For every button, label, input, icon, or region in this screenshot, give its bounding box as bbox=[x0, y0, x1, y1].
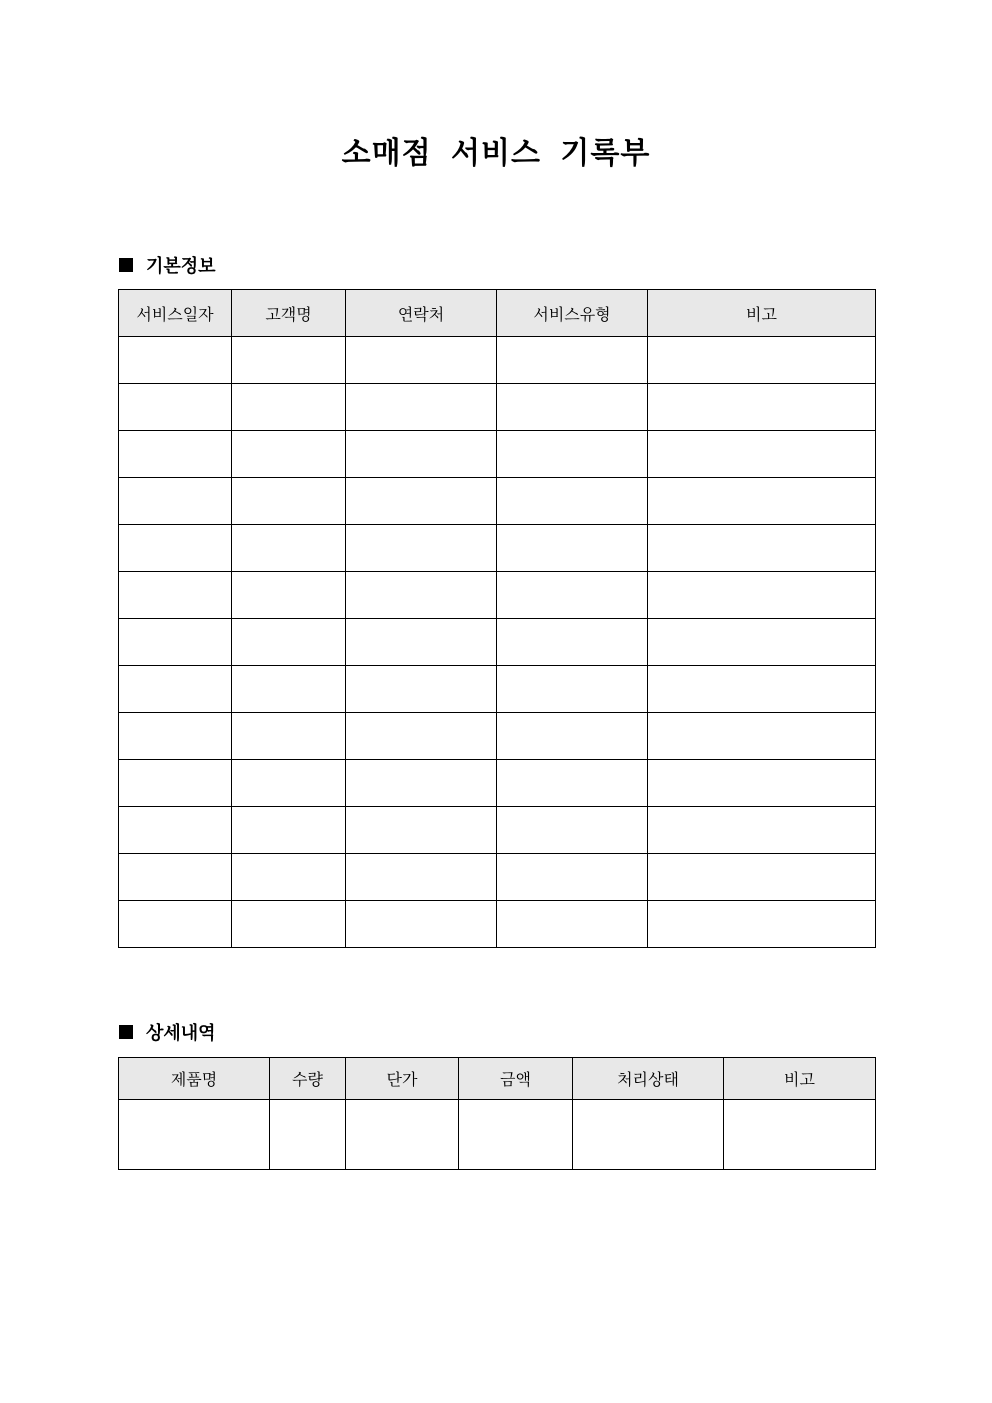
table-cell[interactable] bbox=[232, 760, 346, 807]
basic-info-row bbox=[119, 337, 876, 384]
table-cell[interactable] bbox=[346, 525, 497, 572]
table-cell[interactable] bbox=[119, 854, 232, 901]
basic-info-row bbox=[119, 666, 876, 713]
table-cell[interactable] bbox=[346, 901, 497, 948]
table-cell[interactable] bbox=[119, 525, 232, 572]
table-cell[interactable] bbox=[346, 807, 497, 854]
table-cell[interactable] bbox=[346, 666, 497, 713]
table-cell[interactable] bbox=[119, 572, 232, 619]
table-cell[interactable] bbox=[648, 384, 876, 431]
table-cell[interactable] bbox=[232, 854, 346, 901]
table-cell[interactable] bbox=[232, 901, 346, 948]
basic-info-row bbox=[119, 807, 876, 854]
table-cell[interactable] bbox=[497, 619, 648, 666]
column-header-customer-name: 고객명 bbox=[232, 290, 346, 337]
table-cell[interactable] bbox=[573, 1100, 724, 1170]
table-cell[interactable] bbox=[497, 525, 648, 572]
table-cell[interactable] bbox=[232, 431, 346, 478]
basic-info-row bbox=[119, 760, 876, 807]
basic-info-header-row bbox=[119, 290, 876, 337]
details-heading-label: 상세내역 bbox=[146, 1023, 216, 1044]
table-cell[interactable] bbox=[346, 337, 497, 384]
table-cell[interactable] bbox=[232, 478, 346, 525]
table-cell[interactable] bbox=[232, 572, 346, 619]
table-cell[interactable] bbox=[270, 1100, 346, 1170]
table-cell[interactable] bbox=[648, 431, 876, 478]
basic-info-row bbox=[119, 619, 876, 666]
table-cell[interactable] bbox=[648, 478, 876, 525]
table-cell[interactable] bbox=[346, 384, 497, 431]
table-cell[interactable] bbox=[119, 384, 232, 431]
table-cell[interactable] bbox=[346, 760, 497, 807]
basic-info-row bbox=[119, 572, 876, 619]
table-cell[interactable] bbox=[119, 713, 232, 760]
table-cell[interactable] bbox=[497, 431, 648, 478]
table-cell[interactable] bbox=[346, 478, 497, 525]
basic-info-row bbox=[119, 478, 876, 525]
table-cell[interactable] bbox=[648, 807, 876, 854]
table-cell[interactable] bbox=[232, 384, 346, 431]
basic-info-heading bbox=[119, 253, 216, 277]
basic-info-table bbox=[118, 289, 876, 948]
column-header-quantity: 수량 bbox=[270, 1058, 346, 1100]
table-cell[interactable] bbox=[497, 760, 648, 807]
table-cell[interactable] bbox=[648, 525, 876, 572]
table-cell[interactable] bbox=[497, 572, 648, 619]
table-cell[interactable] bbox=[497, 807, 648, 854]
table-cell[interactable] bbox=[346, 713, 497, 760]
table-cell[interactable] bbox=[119, 619, 232, 666]
table-cell[interactable] bbox=[119, 478, 232, 525]
table-cell[interactable] bbox=[232, 619, 346, 666]
table-cell[interactable] bbox=[648, 854, 876, 901]
table-cell[interactable] bbox=[232, 666, 346, 713]
square-bullet-icon bbox=[119, 1025, 133, 1039]
table-cell[interactable] bbox=[119, 901, 232, 948]
table-cell[interactable] bbox=[232, 807, 346, 854]
column-header-remarks: 비고 bbox=[724, 1058, 876, 1100]
table-cell[interactable] bbox=[119, 1100, 270, 1170]
table-cell[interactable] bbox=[232, 713, 346, 760]
table-cell[interactable] bbox=[346, 431, 497, 478]
table-cell[interactable] bbox=[497, 854, 648, 901]
table-cell[interactable] bbox=[119, 666, 232, 713]
table-cell[interactable] bbox=[648, 572, 876, 619]
table-cell[interactable] bbox=[497, 478, 648, 525]
table-cell[interactable] bbox=[648, 619, 876, 666]
table-cell[interactable] bbox=[724, 1100, 876, 1170]
table-cell[interactable] bbox=[497, 666, 648, 713]
details-heading bbox=[119, 1020, 216, 1044]
table-cell[interactable] bbox=[119, 807, 232, 854]
square-bullet-icon bbox=[119, 258, 133, 272]
basic-info-row bbox=[119, 431, 876, 478]
table-cell[interactable] bbox=[459, 1100, 573, 1170]
document-title: 소매점 서비스 기록부 bbox=[341, 136, 651, 171]
basic-info-row bbox=[119, 854, 876, 901]
table-cell[interactable] bbox=[346, 1100, 459, 1170]
basic-info-heading-label: 기본정보 bbox=[146, 256, 216, 277]
table-cell[interactable] bbox=[497, 713, 648, 760]
basic-info-row bbox=[119, 384, 876, 431]
details-row bbox=[119, 1100, 876, 1170]
details-header-row bbox=[119, 1058, 876, 1100]
table-cell[interactable] bbox=[119, 760, 232, 807]
table-cell[interactable] bbox=[648, 760, 876, 807]
table-cell[interactable] bbox=[497, 337, 648, 384]
details-table bbox=[118, 1057, 876, 1170]
table-cell[interactable] bbox=[232, 337, 346, 384]
basic-info-row bbox=[119, 525, 876, 572]
basic-info-row bbox=[119, 713, 876, 760]
column-header-amount: 금액 bbox=[459, 1058, 573, 1100]
column-header-product-name: 제품명 bbox=[119, 1058, 270, 1100]
basic-info-row bbox=[119, 901, 876, 948]
column-header-processing-status: 처리상태 bbox=[573, 1058, 724, 1100]
column-header-service-date: 서비스일자 bbox=[119, 290, 232, 337]
table-cell[interactable] bbox=[497, 384, 648, 431]
table-cell[interactable] bbox=[119, 337, 232, 384]
column-header-remarks: 비고 bbox=[648, 290, 876, 337]
table-cell[interactable] bbox=[648, 901, 876, 948]
table-cell[interactable] bbox=[346, 854, 497, 901]
table-cell[interactable] bbox=[648, 666, 876, 713]
table-cell[interactable] bbox=[497, 901, 648, 948]
table-cell[interactable] bbox=[648, 337, 876, 384]
table-cell[interactable] bbox=[346, 619, 497, 666]
table-cell[interactable] bbox=[346, 572, 497, 619]
table-cell[interactable] bbox=[232, 525, 346, 572]
table-cell[interactable] bbox=[648, 713, 876, 760]
column-header-contact: 연락처 bbox=[346, 290, 497, 337]
column-header-unit-price: 단가 bbox=[346, 1058, 459, 1100]
column-header-service-type: 서비스유형 bbox=[497, 290, 648, 337]
table-cell[interactable] bbox=[119, 431, 232, 478]
